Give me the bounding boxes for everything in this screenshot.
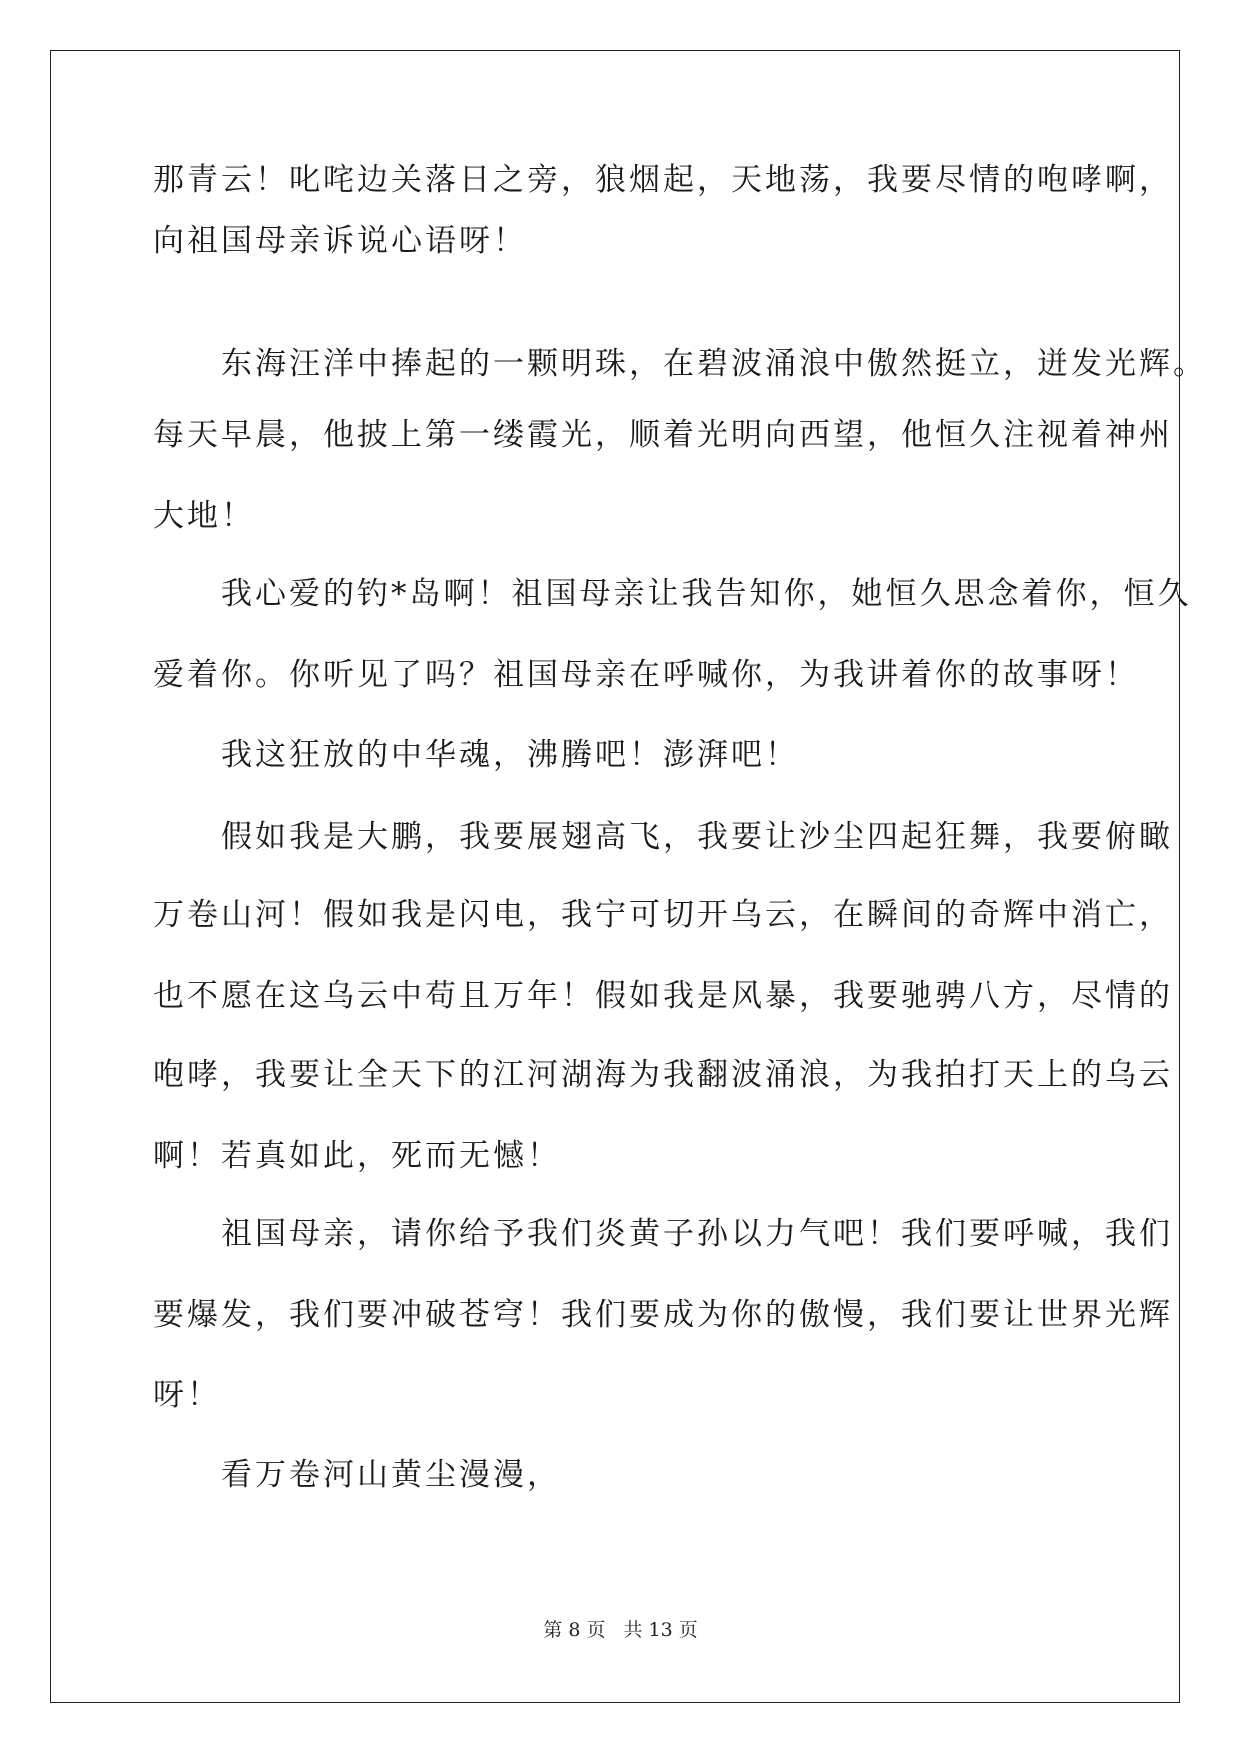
text-line: 咆哮，我要让全天下的江河湖海为我翻波涌浪，为我拍打天上的乌云 [153,1057,1173,1093]
text-line: 东海汪洋中捧起的一颗明珠，在碧波涌浪中傲然挺立，迸发光辉。 [153,346,1207,382]
text-line: 假如我是大鹏，我要展翅高飞，我要让沙尘四起狂舞，我要俯瞰 [153,819,1173,855]
text-line: 祖国母亲，请你给予我们炎黄子孙以力气吧！我们要呼喊，我们 [153,1216,1173,1252]
text-line: 向祖国母亲诉说心语呀！ [153,223,527,259]
text-line: 万卷山河！假如我是闪电，我宁可切开乌云，在瞬间的奇辉中消亡， [153,897,1173,933]
text-line: 那青云！叱咤边关落日之旁，狼烟起，天地荡，我要尽情的咆哮啊， [153,162,1173,198]
text-line: 看万卷河山黄尘漫漫， [153,1457,561,1493]
text-line: 呀！ [153,1377,221,1413]
text-line: 我心爱的钓*岛啊！祖国母亲让我告知你，她恒久思念着你，恒久 [153,576,1192,612]
text-line: 我这狂放的中华魂，沸腾吧！澎湃吧！ [153,737,799,773]
text-line: 每天早晨，他披上第一缕霞光，顺着光明向西望，他恒久注视着神州 [153,417,1173,453]
text-line: 爱着你。你听见了吗？祖国母亲在呼喊你，为我讲着你的故事呀！ [153,657,1139,693]
text-line: 大地！ [153,498,255,534]
page-footer [0,1618,1241,1642]
page-total: 共 13 页 [623,1619,698,1641]
text-line: 也不愿在这乌云中苟且万年！假如我是风暴，我要驰骋八方，尽情的 [153,978,1173,1014]
text-line: 要爆发，我们要冲破苍穹！我们要成为你的傲慢，我们要让世界光辉 [153,1297,1173,1333]
text-line: 啊！若真如此，死而无憾！ [153,1138,561,1174]
page-number: 第 8 页 [543,1619,606,1641]
